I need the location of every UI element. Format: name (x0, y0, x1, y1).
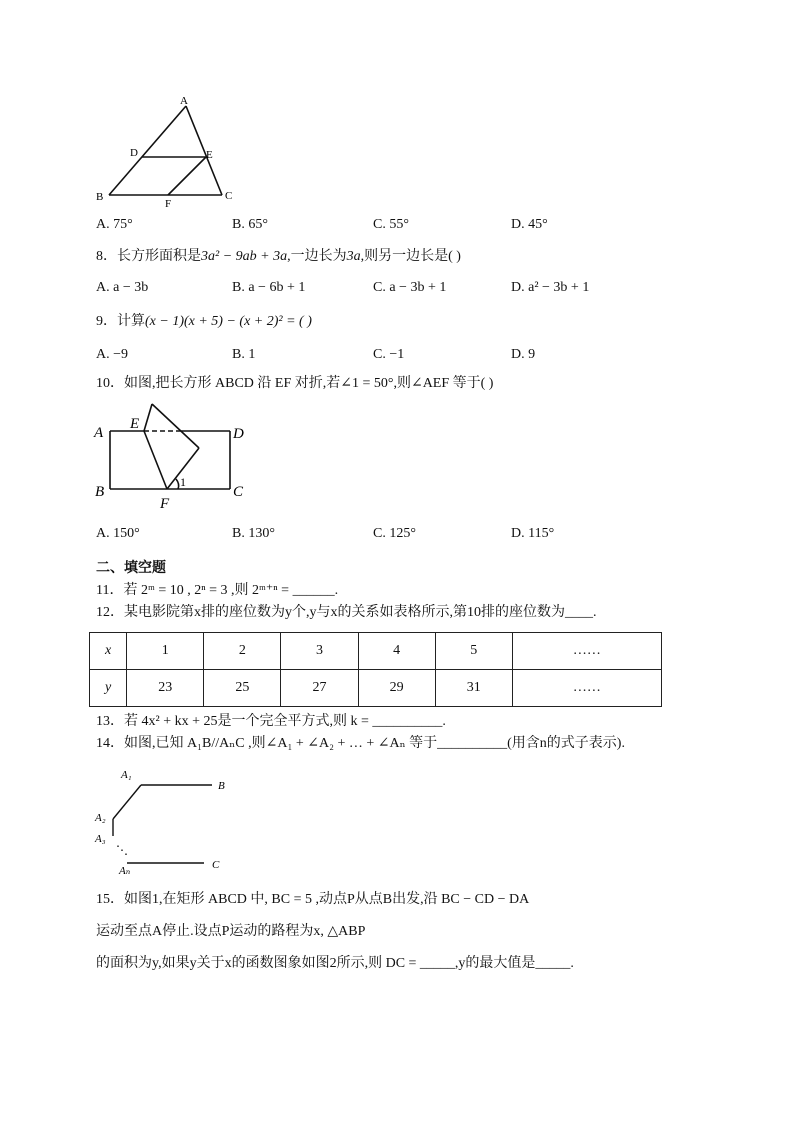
q8-option-c[interactable]: C. a − 3b + 1 (373, 280, 447, 295)
q10-label-a: A (94, 425, 104, 441)
q10-label-c: C (233, 484, 244, 500)
q11-text: 若 2ᵐ = 10 , 2ⁿ = 3 ,则 2ᵐ⁺ⁿ = ______. (123, 583, 339, 598)
table-cell: 3 (281, 633, 358, 670)
q10-option-a[interactable]: A. 150° (96, 526, 140, 541)
q9-expression: (x − 1)(x + 5) − (x + 2)² = ( ) (145, 314, 312, 329)
q12-text: 某电影院第x排的座位数为y个,y与x的关系如表格所示,第10排的座位数为____. (124, 605, 597, 620)
q8-option-d[interactable]: D. a² − 3b + 1 (511, 280, 590, 295)
q9-option-c[interactable]: C. −1 (373, 347, 405, 362)
q8-text-c: ,则另一边长是( ) (360, 249, 461, 264)
q7-label-d: D (130, 147, 138, 159)
table-row (90, 670, 662, 707)
table-row (90, 633, 662, 670)
q7-label-b: B (96, 191, 104, 203)
q9-question (96, 313, 312, 331)
q12-seat-table (89, 632, 662, 707)
q14-label-an: Aₙ (119, 865, 131, 877)
q14-label-c: C (212, 859, 220, 871)
q7-option-c[interactable]: C. 55° (373, 217, 409, 232)
q11-question (96, 582, 338, 600)
table-cell: 31 (435, 670, 512, 707)
table-cell: 5 (435, 633, 512, 670)
q10-option-b[interactable]: B. 130° (232, 526, 275, 541)
q12-number: 12． (96, 605, 124, 620)
q8-number: 8． (96, 249, 117, 264)
table-cell: 27 (281, 670, 358, 707)
q11-number: 11． (96, 583, 124, 598)
q10-option-c[interactable]: C. 125° (373, 526, 416, 541)
q14-parallel-lines-figure (92, 762, 242, 880)
q10-label-f: F (160, 496, 170, 512)
q12-question (96, 604, 597, 622)
q14-question (96, 735, 625, 753)
q8-option-a[interactable]: A. a − 3b (96, 280, 149, 295)
table-cell: 29 (358, 670, 435, 707)
q14-label-a2: A₂ (95, 812, 106, 824)
q10-angle-label: 1 (180, 475, 186, 489)
q8-text-b: ,一边长为 (287, 249, 347, 264)
q15-text-line3: 的面积为y,如果y关于x的函数图象如图2所示,则 DC = _____,y的最大值是_____. (96, 956, 574, 971)
q13-question (96, 713, 446, 731)
q14-text: 如图,已知 A₁B//AₙC ,则∠A₁ + ∠A₂ + … + ∠Aₙ 等于__________(用含n的式子表示). (124, 736, 625, 751)
q10-label-d: D (233, 426, 244, 442)
q9-number: 9． (96, 314, 117, 329)
q15-number: 15． (96, 892, 124, 907)
q10-option-d[interactable]: D. 115° (511, 526, 555, 541)
q14-label-a1: A₁ (121, 769, 132, 781)
q14-label-b: B (218, 780, 225, 792)
q10-text: 如图,把长方形 ABCD 沿 EF 对折,若∠1 = 50°,则∠AEF 等于( ) (124, 376, 494, 391)
table-cell: 25 (204, 670, 281, 707)
q14-label-a3: A₃ (95, 833, 106, 845)
table-cell: y (90, 670, 127, 707)
q7-option-a[interactable]: A. 75° (96, 217, 133, 232)
table-cell: 1 (127, 633, 204, 670)
q9-option-d[interactable]: D. 9 (511, 347, 536, 362)
q14-number: 14． (96, 736, 124, 751)
q7-label-c: C (225, 190, 233, 202)
q10-number: 10． (96, 376, 124, 391)
q10-question (96, 375, 493, 393)
q9-option-b[interactable]: B. 1 (232, 347, 256, 362)
q8-text-a: 长方形面积是 (117, 249, 201, 264)
q10-label-b: B (95, 484, 105, 500)
q8-option-b[interactable]: B. a − 6b + 1 (232, 280, 306, 295)
q15-question-line1 (96, 891, 529, 909)
table-cell: 23 (127, 670, 204, 707)
q10-label-e: E (130, 416, 140, 432)
table-cell: 4 (358, 633, 435, 670)
q9-option-a[interactable]: A. −9 (96, 347, 129, 362)
section-title-fill-in: 二、填空题 (96, 560, 166, 576)
q7-label-e: E (206, 149, 213, 161)
table-cell: x (90, 633, 127, 670)
q7-label-f: F (165, 198, 172, 210)
table-cell: …… (512, 633, 661, 670)
q7-option-b[interactable]: B. 65° (232, 217, 268, 232)
table-cell: …… (512, 670, 661, 707)
q13-text: 若 4x² + kx + 25是一个完全平方式,则 k = __________. (124, 714, 446, 729)
q10-folded-rectangle-figure (92, 400, 262, 518)
q9-text: 计算 (117, 314, 145, 329)
q8-side: 3a (346, 249, 361, 264)
q8-question (96, 248, 461, 266)
q7-option-d[interactable]: D. 45° (511, 217, 548, 232)
q13-number: 13． (96, 714, 124, 729)
q7-triangle-figure (92, 92, 242, 210)
q14-dots: ⋱ (116, 843, 128, 857)
q15-text-line2: 运动至点A停止.设点P运动的路程为x, △ABP (96, 924, 366, 939)
q7-label-a: A (180, 95, 188, 107)
q8-expression: 3a² − 9ab + 3a (201, 249, 288, 264)
table-cell: 2 (204, 633, 281, 670)
q15-text-line1: 如图1,在矩形 ABCD 中, BC = 5 ,动点P从点B出发,沿 BC − CD − DA (124, 892, 530, 907)
